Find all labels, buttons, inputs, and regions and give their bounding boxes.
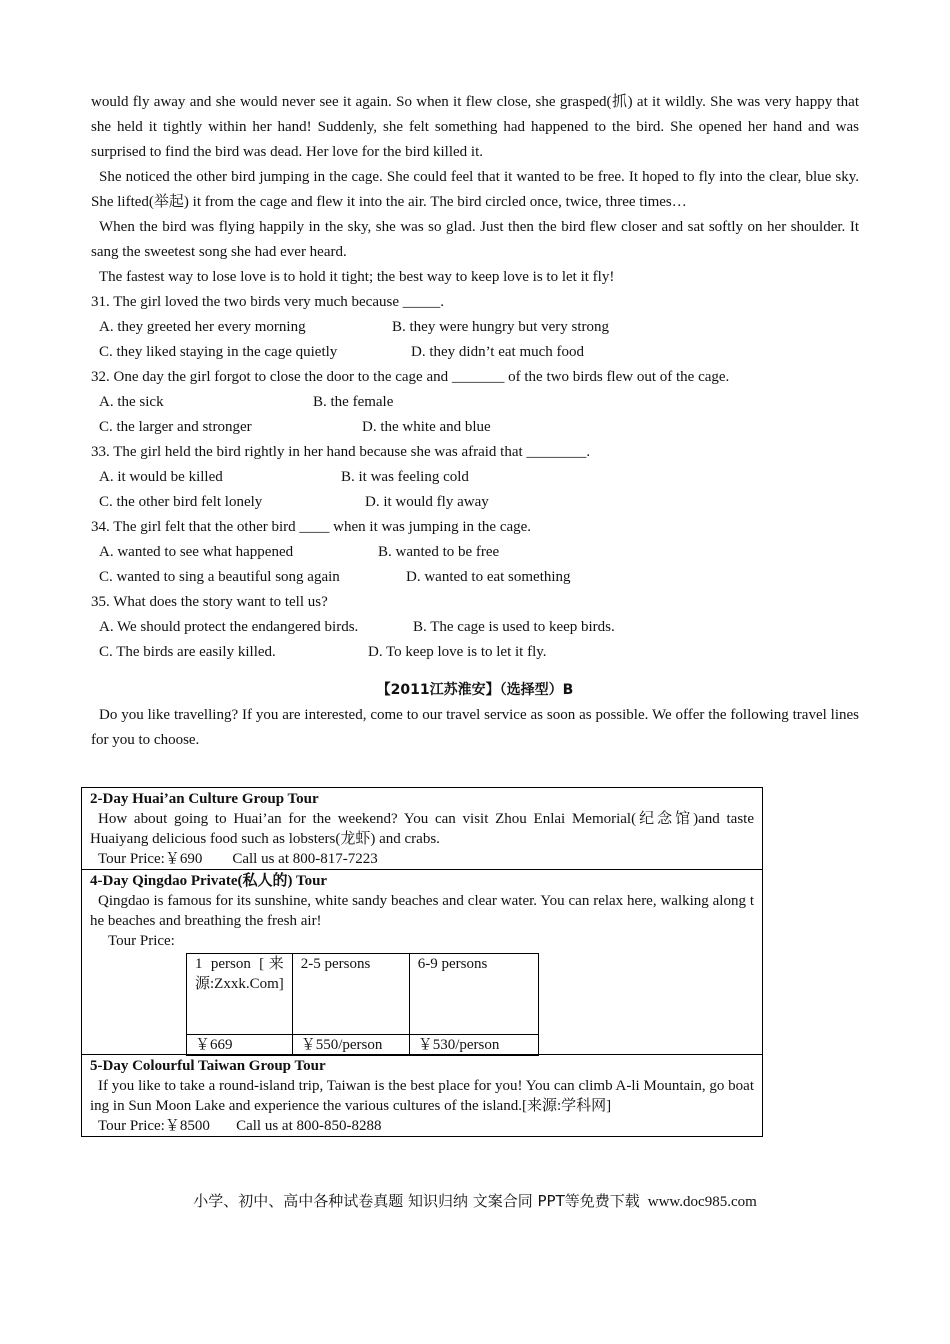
option-c: C. the other bird felt lonely — [99, 494, 263, 510]
option-a: A. wanted to see what happened — [99, 544, 294, 560]
option-c: C. the larger and stronger — [99, 419, 252, 435]
option-c: C. they liked staying in the cage quietly — [99, 344, 338, 360]
option-a: A. the sick — [99, 394, 164, 410]
option-b: B. the female — [313, 394, 394, 410]
price-cell-2: ￥550/person — [292, 1035, 409, 1056]
tour-description: Qingdao is famous for its sunshine, white sandy beaches and clear water. You can relax here, walking along the beaches and breathing the fresh air! — [90, 893, 754, 929]
option-c: C. The birds are easily killed. — [99, 644, 276, 660]
option-b: B. it was feeling cold — [341, 469, 469, 485]
tour-qingdao — [82, 869, 762, 1054]
question-34 — [91, 515, 859, 590]
story-paragraph-3: When the bird was flying happily in the sky, she was so glad. Just then the bird flew closer and sat softly on her shoulder. It sang the sweetest song she had ever heard. — [91, 219, 859, 260]
question-stem: 31. The girl loved the two birds very much because _____. — [91, 294, 444, 310]
footer — [0, 1190, 950, 1211]
option-a: A. We should protect the endangered birds. — [99, 619, 359, 635]
story-paragraph-4: The fastest way to lose love is to hold it tight; the best way to keep love is to let it fly! — [99, 269, 615, 285]
question-31 — [91, 290, 859, 365]
section-heading: 【2011江苏淮安】（选择型）B — [376, 682, 574, 698]
question-32 — [91, 365, 859, 440]
option-d: D. wanted to eat something — [406, 569, 571, 585]
tour-title: 5-Day Colourful Taiwan Group Tour — [90, 1058, 326, 1074]
tour-price: Tour Price:￥690 Call us at 800-817-7223 — [98, 851, 378, 867]
option-b: B. wanted to be free — [378, 544, 500, 560]
price-cell-3: ￥530/person — [409, 1035, 538, 1056]
question-33 — [91, 440, 859, 515]
price-table — [186, 953, 539, 1056]
tour-description: If you like to take a round-island trip, Taiwan is the best place for you! You can climb A-li Mountain, go boating in Sun Moon Lake and experience the various cultures of the island.[来源:学科网] — [90, 1078, 754, 1114]
tour-title: 4-Day Qingdao Private(私人的) Tour — [90, 873, 328, 889]
page-content — [91, 90, 859, 753]
tour-description: How about going to Huai’an for the weekend? You can visit Zhou Enlai Memorial(纪念馆)and taste Huaiyang delicious food such as lobsters(龙虾) and crabs. — [90, 811, 754, 847]
intro-paragraph: Do you like travelling? If you are interested, come to our travel service as soon as possible. We offer the following travel lines for you to choose. — [91, 707, 859, 748]
tour-price: Tour Price:￥8500 Call us at 800-850-8288 — [98, 1118, 382, 1134]
footer-text: 小学、初中、高中各种试卷真题 知识归纳 文案合同 PPT等免费下载 — [193, 1192, 640, 1210]
question-35 — [91, 590, 859, 665]
question-stem: 34. The girl felt that the other bird ____ when it was jumping in the cage. — [91, 519, 532, 535]
question-stem: 32. One day the girl forgot to close the door to the cage and _______ of the two birds flew out of the cage. — [91, 369, 730, 385]
option-d: D. the white and blue — [362, 419, 491, 435]
option-d: D. they didn’t eat much food — [411, 344, 585, 360]
question-stem: 35. What does the story want to tell us? — [91, 594, 328, 610]
story-paragraph-2: She noticed the other bird jumping in the cage. She could feel that it wanted to be free. It hoped to fly into the clear, blue sky. She lifted(举起) it from the cage and flew it into the air. The bird circled once, twice, three times… — [91, 169, 859, 210]
tour-price-label: Tour Price: — [108, 933, 175, 949]
option-d: D. it would fly away — [365, 494, 489, 510]
option-b: B. The cage is used to keep birds. — [413, 619, 615, 635]
option-a: A. they greeted her every morning — [99, 319, 306, 335]
tour-table — [81, 787, 763, 1137]
price-header-3: 6-9 persons — [409, 954, 538, 1035]
option-b: B. they were hungry but very strong — [392, 319, 610, 335]
tour-huaian — [82, 788, 762, 869]
price-header-1: 1 person [来源:Zxxk.Com] — [187, 954, 293, 1035]
price-header-2: 2-5 persons — [292, 954, 409, 1035]
story-paragraph-1: would fly away and she would never see it again. So when it flew close, she grasped(抓) at it wildly. She was very happy that she held it tightly within her hand! Suddenly, she felt something had happened to the bird. She opened her hand and was surprised to find the bird was dead. Her love for the bird killed it. — [91, 94, 859, 160]
footer-url[interactable]: www.doc985.com — [647, 1194, 757, 1210]
tour-taiwan — [82, 1054, 762, 1136]
price-cell-1: ￥669 — [187, 1035, 293, 1056]
option-d: D. To keep love is to let it fly. — [368, 644, 547, 660]
option-c: C. wanted to sing a beautiful song again — [99, 569, 340, 585]
tour-title: 2-Day Huai’an Culture Group Tour — [90, 791, 319, 807]
question-stem: 33. The girl held the bird rightly in her hand because she was afraid that ________. — [91, 444, 591, 460]
option-a: A. it would be killed — [99, 469, 223, 485]
